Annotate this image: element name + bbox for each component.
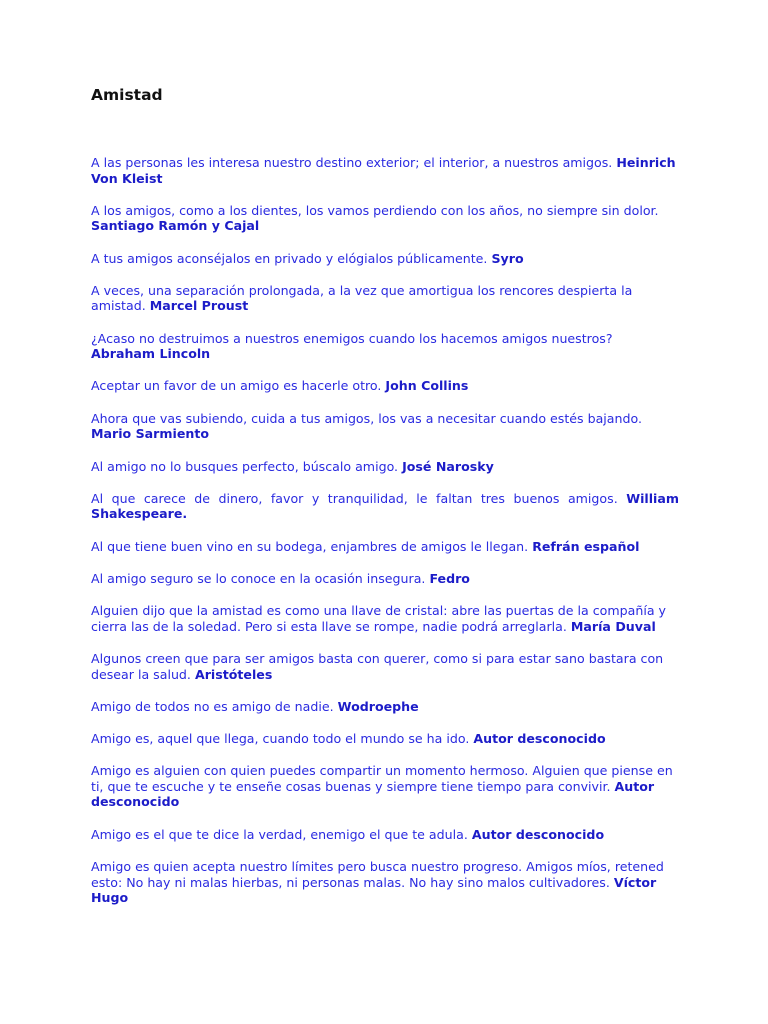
quote-author: Fedro bbox=[429, 570, 470, 586]
quote-text: Aceptar un favor de un amigo es hacerle otro. bbox=[91, 378, 382, 394]
quote-text: Amigo es el que te dice la verdad, enemigo el que te adula. bbox=[91, 826, 468, 842]
quote-author: Mario Sarmiento bbox=[91, 426, 209, 442]
quote-text: ¿Acaso no destruimos a nuestros enemigos cuando los hacemos amigos nuestros? bbox=[91, 330, 613, 346]
quote-item bbox=[91, 731, 679, 747]
quote-author: Víctor Hugo bbox=[91, 874, 657, 906]
quote-author: Syro bbox=[491, 250, 524, 266]
quote-item bbox=[91, 859, 679, 906]
quote-item bbox=[91, 459, 679, 475]
quote-text: A tus amigos aconséjalos en privado y elógialos públicamente. bbox=[91, 250, 488, 266]
quote-text: Al que tiene buen vino en su bodega, enjambres de amigos le llegan. bbox=[91, 538, 529, 554]
quote-text: Amigo de todos no es amigo de nadie. bbox=[91, 698, 334, 714]
quote-item bbox=[91, 651, 679, 682]
quote-author: Aristóteles bbox=[194, 666, 273, 682]
quote-list bbox=[91, 155, 679, 906]
quote-author: Autor desconocido bbox=[91, 778, 655, 810]
quote-author: María Duval bbox=[570, 618, 656, 634]
quote-item bbox=[91, 283, 679, 314]
page-title: Amistad bbox=[91, 86, 163, 104]
quote-item bbox=[91, 251, 679, 267]
quote-text: A las personas les interesa nuestro destino exterior; el interior, a nuestros amigos. bbox=[91, 155, 613, 170]
quote-item bbox=[91, 491, 679, 522]
quote-item bbox=[91, 539, 679, 555]
quote-author: Marcel Proust bbox=[149, 298, 249, 314]
quote-text: Amigo es quien acepta nuestro límites pero busca nuestro progreso. Amigos míos, retened esto: No hay ni malas hierbas, ni personas malas. No hay sino malos cultivadores. bbox=[91, 859, 664, 890]
quote-text: Ahora que vas subiendo, cuida a tus amigos, los vas a necesitar cuando estés bajando. bbox=[91, 410, 642, 426]
quote-item bbox=[91, 155, 679, 186]
quote-text: Alguien dijo que la amistad es como una llave de cristal: abre las puertas de la compañía y cierra las de la soledad. Pero si esta llave se rompe, nadie podrá arreglarla. bbox=[91, 603, 666, 634]
quote-author: Autor desconocido bbox=[473, 731, 606, 747]
quote-text: Al amigo no lo busques perfecto, búscalo amigo. bbox=[91, 458, 399, 474]
document-page bbox=[91, 84, 679, 922]
quote-item bbox=[91, 331, 679, 362]
quote-item bbox=[91, 378, 679, 394]
quote-author: Abraham Lincoln bbox=[91, 346, 211, 362]
quote-author: John Collins bbox=[385, 378, 469, 394]
quote-author: Autor desconocido bbox=[471, 826, 605, 842]
quote-item bbox=[91, 763, 679, 810]
quote-item bbox=[91, 699, 679, 715]
quote-text: A los amigos, como a los dientes, los vamos perdiendo con los años, no siempre sin dolor. bbox=[91, 202, 659, 218]
quote-item bbox=[91, 571, 679, 587]
quote-item bbox=[91, 603, 679, 634]
quote-item bbox=[91, 203, 679, 234]
quote-author: Refrán español bbox=[532, 538, 640, 554]
quote-text: Al que carece de dinero, favor y tranquilidad, le faltan tres buenos amigos. bbox=[91, 490, 618, 506]
quote-item bbox=[91, 827, 679, 843]
quote-author: Heinrich Von Kleist bbox=[91, 155, 676, 186]
quote-text: Amigo es, aquel que llega, cuando todo el mundo se ha ido. bbox=[91, 731, 470, 747]
quote-text: A veces, una separación prolongada, a la vez que amortigua los rencores despierta la amistad. bbox=[91, 282, 633, 314]
quote-text: Amigo es alguien con quien puedes compartir un momento hermoso. Alguien que piense en ti, que te escuche y te enseñe cosas buenas y siempre tiene tiempo para convivir. bbox=[91, 763, 673, 794]
quote-item bbox=[91, 411, 679, 442]
quote-author: William Shakespeare. bbox=[91, 490, 679, 522]
quote-text: Al amigo seguro se lo conoce en la ocasión insegura. bbox=[91, 570, 426, 586]
quote-author: José Narosky bbox=[402, 458, 494, 474]
quote-text: Algunos creen que para ser amigos basta con querer, como si para estar sano bastara con desear la salud. bbox=[91, 651, 664, 682]
quote-author: Santiago Ramón y Cajal bbox=[91, 218, 260, 234]
quote-author: Wodroephe bbox=[337, 698, 419, 714]
